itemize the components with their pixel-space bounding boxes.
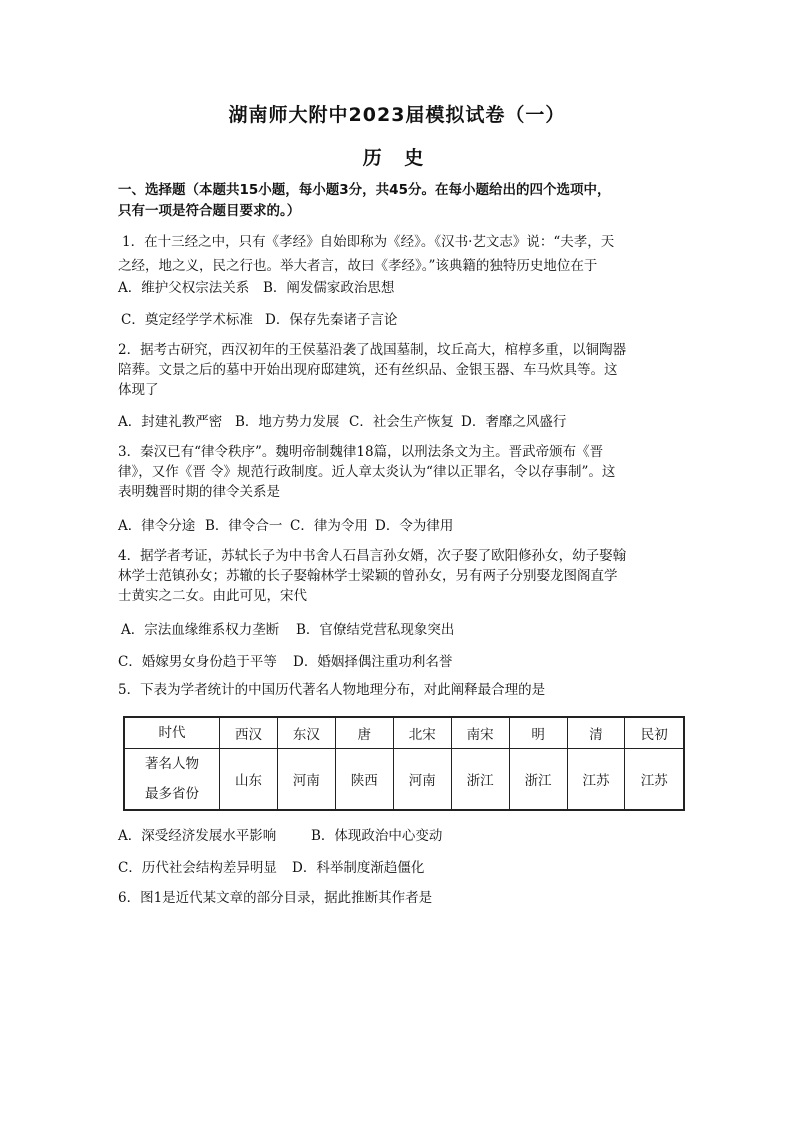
section-instructions [118, 180, 698, 222]
q6-stem: 6．图1是近代某文章的部分目录，据此推断其作者是 [118, 890, 433, 906]
q3-stem-line-2: 律》，又作《晋 令》规范行政制度。近人章太炎认为“律以正罪名，令以存事制”。这 [118, 464, 616, 480]
q3-option-b: B．律令合一 [205, 518, 283, 534]
period-cell: 西汉 [220, 717, 278, 749]
q4-option-c: C．婚嫁男女身份趋于平等 [118, 654, 277, 670]
period-cell: 南宋 [451, 717, 509, 749]
q5-option-d: D．科举制度渐趋僵化 [292, 860, 425, 876]
q3-stem-line-1: 3．秦汉已有“律令秩序”。魏明帝制魏律18篇，以刑法条文为主。晋武帝颁布《晋 [118, 444, 604, 460]
q5-option-c: C．历代社会结构差异明显 [118, 860, 277, 876]
q3-stem-line-3: 表明魏晋时期的律令关系是 [118, 484, 280, 500]
q4-option-b: B．官僚结党营私现象突出 [296, 622, 455, 638]
row-label-line-1: 著名人物 [145, 756, 199, 772]
period-cell: 清 [567, 717, 625, 749]
section-line-1: 一、选择题（本题共15小题，每小题3分，共45分。在每小题给出的四个选项中， [118, 182, 611, 198]
q1-stem-line-1: 1．在十三经之中，只有《孝经》自始即称为《经》。《汉书·艺文志》说：“夫孝，天 [122, 234, 615, 250]
period-cell: 东汉 [277, 717, 335, 749]
q1-option-d: D．保存先秦诸子言论 [265, 312, 398, 328]
table-header-row [124, 717, 684, 749]
table-data-row [124, 749, 684, 811]
province-cell: 浙江 [451, 749, 509, 811]
province-cell: 河南 [393, 749, 451, 811]
province-cell: 山东 [220, 749, 278, 811]
exam-title: 湖南师大附中2023届模拟试卷（一） [228, 104, 566, 126]
q2-option-a: A．封建礼教严密 [118, 414, 223, 430]
period-cell: 北宋 [393, 717, 451, 749]
q2-stem-line-1: 2．据考古研究，西汉初年的王侯墓沿袭了战国墓制，坟丘高大，棺椁多重，以铜陶器 [118, 342, 627, 358]
province-cell: 江苏 [567, 749, 625, 811]
q2-option-b: B．地方势力发展 [235, 414, 340, 430]
q4-stem-line-1: 4．据学者考证，苏轼长子为中书舍人石昌言孙女婿，次子娶了欧阳修孙女，幼子娶翰 [118, 548, 627, 564]
q1-option-c: C．奠定经学学术标准 [121, 312, 253, 328]
q4-option-a: A．宗法血缘维系权力垄断 [121, 622, 280, 638]
q3-option-d: D．令为律用 [375, 518, 454, 534]
q1-option-a: A．维护父权宗法关系 [118, 280, 250, 296]
subject-title: 历 史 [362, 147, 432, 169]
row-label-line-2: 最多省份 [145, 786, 199, 802]
province-cell: 浙江 [509, 749, 567, 811]
q5-option-b: B．体现政治中心变动 [311, 828, 443, 844]
q1-option-b: B．阐发儒家政治思想 [263, 280, 395, 296]
province-cell: 江苏 [625, 749, 684, 811]
q2-option-c: C．社会生产恢复 [349, 414, 454, 430]
q1-stem-line-2: 之经，地之义，民之行也。举大者言，故曰《孝经》。”该典籍的独特历史地位在于 [118, 258, 598, 274]
section-line-2: 只有一项是符合题目要求的。） [118, 203, 301, 219]
table-header-label: 时代 [124, 717, 220, 749]
period-cell: 唐 [335, 717, 393, 749]
q3-option-c: C．律为令用 [290, 518, 368, 534]
period-cell: 明 [509, 717, 567, 749]
province-cell: 陕西 [335, 749, 393, 811]
q4-stem-line-2: 林学士范镇孙女；苏辙的长子娶翰林学士梁颖的曾孙女，另有两子分别娶龙图阁直学 [118, 568, 618, 584]
table-row-label [124, 749, 220, 811]
q5-option-a: A．深受经济发展水平影响 [118, 828, 277, 844]
period-cell: 民初 [625, 717, 684, 749]
q5-stem: 5．下表为学者统计的中国历代著名人物地理分布，对此阐释最合理的是 [118, 682, 546, 698]
figures-distribution-table [123, 716, 685, 811]
q4-stem-line-3: 士黄实之二女。由此可见，宋代 [118, 588, 307, 604]
q2-stem-line-3: 体现了 [118, 382, 159, 398]
q3-option-a: A．律令分途 [118, 518, 196, 534]
q4-option-d: D．婚姻择偶注重功利名誉 [293, 654, 453, 670]
q2-option-d: D．奢靡之风盛行 [461, 414, 567, 430]
province-cell: 河南 [277, 749, 335, 811]
q2-stem-line-2: 陪葬。文景之后的墓中开始出现府邸建筑，还有丝织品、金银玉器、车马炊具等。这 [118, 362, 618, 378]
